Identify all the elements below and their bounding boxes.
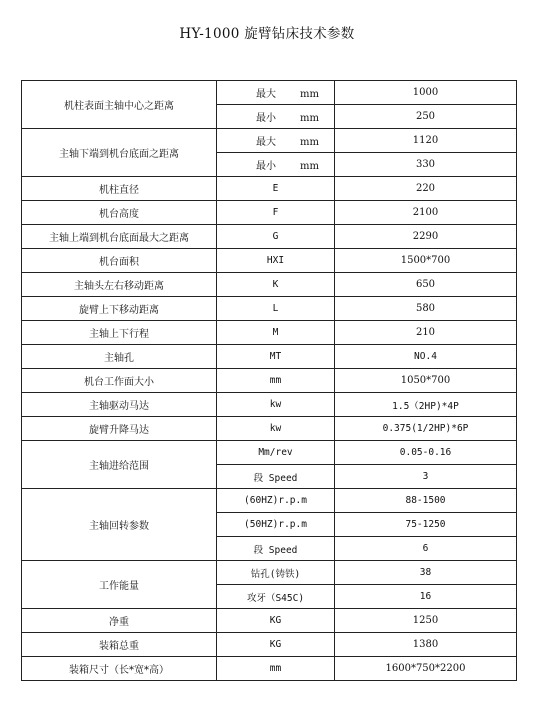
param-value: 0.05-0.16 bbox=[335, 441, 517, 465]
param-unit: E bbox=[217, 177, 335, 201]
param-name: 主轴回转参数 bbox=[22, 489, 217, 561]
param-value: 1050*700 bbox=[335, 369, 517, 393]
param-value: 210 bbox=[335, 321, 517, 345]
table-row bbox=[22, 417, 517, 441]
param-unit: (60HZ)r.p.m bbox=[217, 489, 335, 513]
param-value: 1600*750*2200 bbox=[335, 657, 517, 681]
param-unit: L bbox=[217, 297, 335, 321]
param-unit: M bbox=[217, 321, 335, 345]
page-title: HY-1000 旋臂钻床技术参数 bbox=[179, 26, 355, 42]
table-row bbox=[22, 369, 517, 393]
param-name: 主轴进给范围 bbox=[22, 441, 217, 489]
param-value: 75-1250 bbox=[335, 513, 517, 537]
param-unit: (50HZ)r.p.m bbox=[217, 513, 335, 537]
param-name: 装箱总重 bbox=[22, 633, 217, 657]
param-subunit: 最大 mm bbox=[217, 129, 335, 153]
param-name: 主轴驱动马达 bbox=[22, 393, 217, 417]
param-value: 88-1500 bbox=[335, 489, 517, 513]
param-value: 1500*700 bbox=[335, 249, 517, 273]
param-unit: 段 Speed bbox=[217, 537, 335, 561]
param-unit: G bbox=[217, 225, 335, 249]
param-unit: HXI bbox=[217, 249, 335, 273]
param-value: 1000 bbox=[335, 81, 517, 105]
table-row bbox=[22, 249, 517, 273]
param-name: 主轴下端到机台底面之距离 bbox=[22, 129, 217, 177]
param-value: 1120 bbox=[335, 129, 517, 153]
table-row bbox=[22, 633, 517, 657]
param-unit: kw bbox=[217, 417, 335, 441]
param-unit: 段 Speed bbox=[217, 465, 335, 489]
table-row bbox=[22, 489, 517, 513]
param-name: 机台高度 bbox=[22, 201, 217, 225]
table-row bbox=[22, 129, 517, 153]
param-value: 220 bbox=[335, 177, 517, 201]
spec-table bbox=[21, 80, 517, 681]
param-unit: MT bbox=[217, 345, 335, 369]
param-unit: Mm/rev bbox=[217, 441, 335, 465]
param-value: 2100 bbox=[335, 201, 517, 225]
table-row bbox=[22, 273, 517, 297]
param-name: 机柱直径 bbox=[22, 177, 217, 201]
param-name: 净重 bbox=[22, 609, 217, 633]
param-value: 580 bbox=[335, 297, 517, 321]
param-subunit: 最小 mm bbox=[217, 105, 335, 129]
param-value: 6 bbox=[335, 537, 517, 561]
param-unit: 攻牙（S45C) bbox=[217, 585, 335, 609]
param-name: 机台面积 bbox=[22, 249, 217, 273]
param-value: 16 bbox=[335, 585, 517, 609]
param-name: 机柱表面主轴中心之距离 bbox=[22, 81, 217, 129]
param-name: 机台工作面大小 bbox=[22, 369, 217, 393]
param-unit: mm bbox=[217, 657, 335, 681]
param-name: 主轴孔 bbox=[22, 345, 217, 369]
param-name: 装箱尺寸（长*宽*高） bbox=[22, 657, 217, 681]
table-row bbox=[22, 177, 517, 201]
param-unit: K bbox=[217, 273, 335, 297]
param-unit: kw bbox=[217, 393, 335, 417]
table-row bbox=[22, 657, 517, 681]
param-value: 650 bbox=[335, 273, 517, 297]
param-unit: F bbox=[217, 201, 335, 225]
table-row bbox=[22, 297, 517, 321]
param-value: 38 bbox=[335, 561, 517, 585]
param-value: 330 bbox=[335, 153, 517, 177]
param-unit: 钻孔(铸铁) bbox=[217, 561, 335, 585]
param-name: 旋臂升降马达 bbox=[22, 417, 217, 441]
table-row bbox=[22, 393, 517, 417]
table-row bbox=[22, 225, 517, 249]
table-row bbox=[22, 609, 517, 633]
param-name: 主轴上端到机台底面最大之距离 bbox=[22, 225, 217, 249]
param-value: 3 bbox=[335, 465, 517, 489]
param-name: 工作能量 bbox=[22, 561, 217, 609]
table-row bbox=[22, 441, 517, 465]
param-name: 主轴上下行程 bbox=[22, 321, 217, 345]
param-value: 0.375(1/2HP)*6P bbox=[335, 417, 517, 441]
table-row bbox=[22, 345, 517, 369]
param-unit: KG bbox=[217, 633, 335, 657]
param-value: 1250 bbox=[335, 609, 517, 633]
param-value: 1.5（2HP)*4P bbox=[335, 393, 517, 417]
param-value: NO.4 bbox=[335, 345, 517, 369]
param-name: 主轴头左右移动距离 bbox=[22, 273, 217, 297]
param-name: 旋臂上下移动距离 bbox=[22, 297, 217, 321]
param-unit: KG bbox=[217, 609, 335, 633]
param-value: 250 bbox=[335, 105, 517, 129]
param-value: 1380 bbox=[335, 633, 517, 657]
table-row bbox=[22, 321, 517, 345]
param-subunit: 最大 mm bbox=[217, 81, 335, 105]
param-subunit: 最小 mm bbox=[217, 153, 335, 177]
param-unit: mm bbox=[217, 369, 335, 393]
table-row bbox=[22, 81, 517, 105]
table-row bbox=[22, 201, 517, 225]
param-value: 2290 bbox=[335, 225, 517, 249]
table-row bbox=[22, 561, 517, 585]
